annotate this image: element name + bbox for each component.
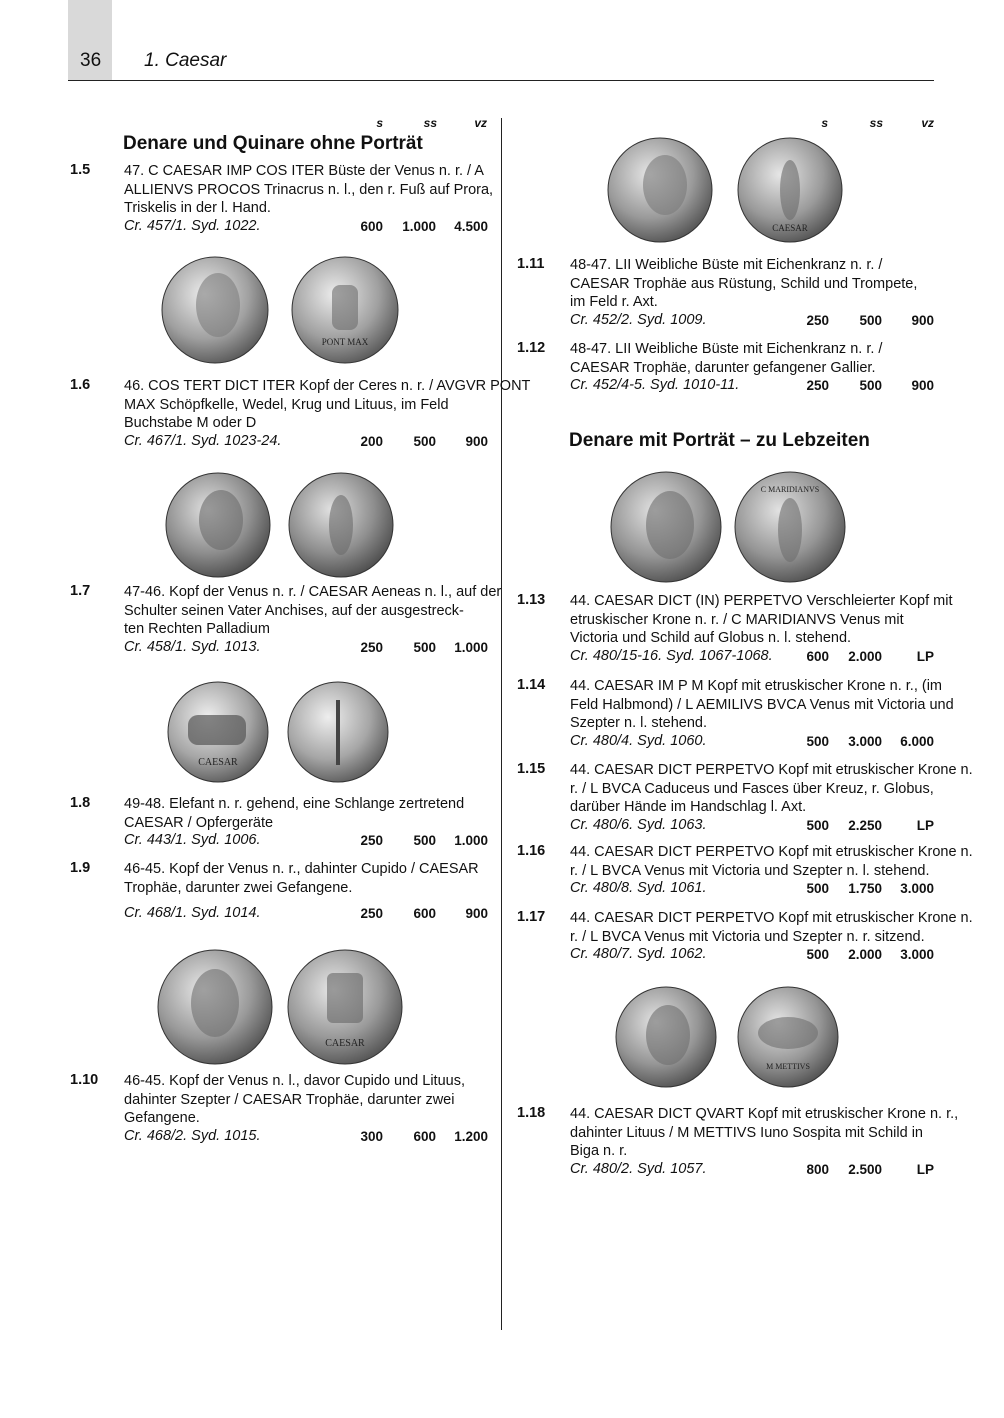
page-number: 36 bbox=[80, 50, 102, 71]
price-vz: 1.200 bbox=[454, 1128, 488, 1144]
price-vz: 1.000 bbox=[454, 639, 488, 655]
price-ss: 2.000 bbox=[848, 947, 882, 962]
price-s: 200 bbox=[360, 433, 383, 449]
description-line: CAESAR Trophäe aus Rüstung, Schild und Trompete, bbox=[570, 275, 918, 292]
entry-number: 1.8 bbox=[70, 795, 91, 811]
grade-label-ss: ss bbox=[869, 116, 883, 130]
description-line: CAESAR / Opfergeräte bbox=[124, 814, 274, 831]
description-line: etruskischer Krone n. r. / C MARIDIANVS Venus mit bbox=[570, 611, 904, 628]
entry-number: 1.13 bbox=[517, 592, 546, 608]
price-vz: 900 bbox=[465, 433, 488, 449]
section-title-left: Denare und Quinare ohne Porträt bbox=[123, 133, 423, 154]
price-ss: 1.750 bbox=[848, 881, 882, 896]
description-line: 44. CAESAR DICT QVART Kopf mit etruskischer Krone n. r., bbox=[570, 1106, 959, 1122]
grade-label-vz: vz bbox=[921, 116, 934, 130]
entry-reference: Cr. 468/2. Syd. 1015. bbox=[124, 1127, 261, 1144]
description-line: 44. CAESAR DICT PERPETVO Kopf mit etruskischer Krone n. bbox=[570, 910, 973, 926]
entry-number: 1.16 bbox=[517, 843, 546, 859]
price-vz: 1.000 bbox=[454, 833, 488, 848]
description-line: 44. CAESAR IM P M Kopf mit etruskischer Krone n. r., (im bbox=[570, 678, 943, 694]
description-line: Schulter seinen Vater Anchises, auf der ausgestreck- bbox=[124, 602, 464, 619]
column-divider bbox=[501, 118, 502, 1330]
section-title-right: Denare mit Porträt – zu Lebzeiten bbox=[569, 430, 870, 451]
grade-label-ss: ss bbox=[423, 116, 437, 130]
entry-reference: Cr. 480/15-16. Syd. 1067-1068. bbox=[570, 647, 773, 664]
entry-number: 1.10 bbox=[70, 1072, 99, 1088]
price-s: 250 bbox=[806, 312, 829, 328]
entry-reference: Cr. 457/1. Syd. 1022. bbox=[124, 217, 261, 234]
grade-label-s: s bbox=[821, 116, 828, 130]
description-line: Triskelis in der l. Hand. bbox=[124, 200, 271, 216]
entry-description bbox=[570, 761, 973, 817]
price-ss: 600 bbox=[413, 906, 436, 921]
header-rule bbox=[68, 80, 934, 81]
description-line: r. / L BVCA Caduceus und Fasces über Kreuz, r. Globus, bbox=[570, 780, 934, 797]
price-s: 250 bbox=[360, 833, 383, 848]
entry-description bbox=[570, 843, 973, 880]
price-vz: 4.500 bbox=[454, 218, 488, 234]
description-line: dahinter Lituus / M METTIVS Iuno Sospita mit Schild in bbox=[570, 1124, 923, 1141]
price-vz: 900 bbox=[911, 312, 934, 328]
description-line: Feld Halbmond) / L AEMILIVS BVCA Venus mit Victoria und bbox=[570, 696, 954, 713]
price-s: 500 bbox=[806, 947, 829, 962]
price-vz: LP bbox=[916, 1161, 934, 1177]
price-s: 500 bbox=[806, 733, 829, 749]
description-line: 46-45. Kopf der Venus n. r., dahinter Cupido / CAESAR bbox=[124, 861, 479, 877]
description-line: 46. COS TERT DICT ITER Kopf der Ceres n. r. / AVGVR PONT bbox=[124, 378, 531, 394]
coin-image-1-5 bbox=[160, 255, 415, 365]
description-line: Biga n. r. bbox=[570, 1143, 628, 1159]
coin-image-1-18 bbox=[612, 985, 844, 1090]
entry-number: 1.9 bbox=[70, 860, 91, 876]
description-line: 46-45. Kopf der Venus n. l., davor Cupido und Lituus, bbox=[124, 1073, 465, 1089]
entry-number: 1.5 bbox=[70, 162, 91, 178]
price-s: 800 bbox=[806, 1161, 829, 1177]
price-vz: LP bbox=[916, 648, 934, 664]
description-line: 48-47. LII Weibliche Büste mit Eichenkranz n. r. / bbox=[570, 257, 883, 273]
price-s: 250 bbox=[360, 906, 383, 921]
price-vz: 3.000 bbox=[900, 947, 934, 962]
coin-image-1-11 bbox=[605, 135, 865, 245]
entry-number: 1.17 bbox=[517, 909, 546, 925]
coin-legend: CAESAR bbox=[772, 223, 808, 233]
description-line: 48-47. LII Weibliche Büste mit Eichenkranz n. r. / bbox=[570, 341, 883, 357]
price-vz: 900 bbox=[465, 906, 488, 921]
price-s: 250 bbox=[360, 639, 383, 655]
coin-legend: PONT MAX bbox=[321, 337, 369, 347]
price-ss: 500 bbox=[859, 312, 882, 328]
entry-description bbox=[570, 256, 917, 312]
entry-reference: Cr. 480/6. Syd. 1063. bbox=[570, 816, 707, 833]
price-s: 300 bbox=[360, 1128, 383, 1144]
price-vz: LP bbox=[916, 817, 934, 833]
description-line: Buchstabe M oder D bbox=[124, 415, 257, 431]
description-line: r. / L BVCA Venus mit Victoria und Szepter n. r. sitzend. bbox=[570, 928, 925, 945]
price-ss: 2.250 bbox=[848, 817, 882, 833]
entry-reference: Cr. 480/2. Syd. 1057. bbox=[570, 1160, 707, 1177]
description-line: 44. CAESAR DICT PERPETVO Kopf mit etruskischer Krone n. bbox=[570, 762, 973, 778]
entry-reference: Cr. 452/2. Syd. 1009. bbox=[570, 311, 707, 328]
description-line: r. / L BVCA Venus mit Victoria und Szepter n. l. stehend. bbox=[570, 862, 930, 879]
description-line: ALLIENVS PROCOS Trinacrus n. l., den r. Fuß auf Prora, bbox=[124, 181, 494, 198]
entry-reference: Cr. 452/4-5. Syd. 1010-11. bbox=[570, 377, 740, 393]
price-ss: 500 bbox=[859, 378, 882, 393]
coin-image-1-13 bbox=[608, 470, 848, 585]
description-line: 47-46. Kopf der Venus n. r. / CAESAR Aeneas n. l., auf der bbox=[124, 584, 502, 600]
entry-description bbox=[124, 162, 493, 218]
coin-legend: M METTIVS bbox=[766, 1062, 810, 1071]
description-line: dahinter Szepter / CAESAR Trophäe, darunter zwei bbox=[124, 1091, 455, 1108]
entry-number: 1.18 bbox=[517, 1105, 546, 1121]
coin-image-1-9 bbox=[155, 948, 410, 1066]
entry-description bbox=[570, 1105, 958, 1161]
coin-legend: CAESAR bbox=[198, 757, 238, 768]
entry-reference: Cr. 480/4. Syd. 1060. bbox=[570, 732, 707, 749]
entry-reference: Cr. 458/1. Syd. 1013. bbox=[124, 638, 261, 655]
price-ss: 500 bbox=[413, 639, 436, 655]
entry-number: 1.12 bbox=[517, 340, 546, 356]
entry-reference: Cr. 480/8. Syd. 1061. bbox=[570, 880, 707, 896]
entry-reference: Cr. 480/7. Syd. 1062. bbox=[570, 946, 707, 962]
description-line: CAESAR Trophäe, darunter gefangener Gallier. bbox=[570, 359, 876, 376]
entry-number: 1.14 bbox=[517, 677, 546, 693]
price-ss: 500 bbox=[413, 433, 436, 449]
coin-legend: CAESAR bbox=[325, 1038, 365, 1049]
entry-reference: Cr. 467/1. Syd. 1023-24. bbox=[124, 432, 282, 449]
price-s: 500 bbox=[806, 881, 829, 896]
description-line: im Feld r. Axt. bbox=[570, 294, 658, 310]
price-ss: 3.000 bbox=[848, 733, 882, 749]
description-line: Gefangene. bbox=[124, 1110, 200, 1126]
price-s: 500 bbox=[806, 817, 829, 833]
entry-description bbox=[570, 340, 882, 377]
description-line: Victoria und Schild auf Globus n. l. stehend. bbox=[570, 630, 852, 646]
price-vz: 3.000 bbox=[900, 881, 934, 896]
coin-image-1-7 bbox=[163, 680, 393, 785]
grade-label-s: s bbox=[376, 116, 383, 130]
description-line: 47. C CAESAR IMP COS ITER Büste der Venus n. r. / A bbox=[124, 163, 484, 179]
price-vz: 6.000 bbox=[900, 733, 934, 749]
price-vz: 900 bbox=[911, 378, 934, 393]
entry-reference: Cr. 443/1. Syd. 1006. bbox=[124, 832, 261, 848]
description-line: MAX Schöpfkelle, Wedel, Krug und Lituus, im Feld bbox=[124, 396, 449, 413]
description-line: 44. CAESAR DICT (IN) PERPETVO Verschleierter Kopf mit bbox=[570, 593, 953, 609]
coin-legend: C MARIDIANVS bbox=[760, 485, 820, 494]
entry-description bbox=[124, 1072, 465, 1128]
price-ss: 600 bbox=[413, 1128, 436, 1144]
price-ss: 1.000 bbox=[402, 218, 436, 234]
entry-description bbox=[570, 909, 973, 946]
description-line: 44. CAESAR DICT PERPETVO Kopf mit etruskischer Krone n. bbox=[570, 844, 973, 860]
chapter-title: 1. Caesar bbox=[144, 50, 227, 71]
entry-number: 1.7 bbox=[70, 583, 91, 599]
entry-reference: Cr. 468/1. Syd. 1014. bbox=[124, 905, 261, 921]
entry-description bbox=[124, 583, 501, 639]
description-line: Trophäe, darunter zwei Gefangene. bbox=[124, 879, 353, 896]
price-s: 600 bbox=[360, 218, 383, 234]
entry-description bbox=[124, 860, 479, 897]
grade-label-vz: vz bbox=[474, 116, 487, 130]
entry-number: 1.15 bbox=[517, 761, 546, 777]
price-s: 600 bbox=[806, 648, 829, 664]
price-ss: 2.000 bbox=[848, 648, 882, 664]
entry-description bbox=[570, 592, 952, 648]
entry-number: 1.11 bbox=[517, 256, 545, 272]
price-ss: 500 bbox=[413, 833, 436, 848]
description-line: darüber Hände im Handschlag l. Axt. bbox=[570, 799, 807, 815]
coin-image-1-6 bbox=[163, 470, 398, 580]
entry-description bbox=[570, 677, 954, 733]
description-line: 49-48. Elefant n. r. gehend, eine Schlange zertretend bbox=[124, 796, 465, 812]
description-line: ten Rechten Palladium bbox=[124, 621, 270, 637]
entry-number: 1.6 bbox=[70, 377, 91, 393]
entry-description bbox=[124, 377, 530, 433]
entry-description bbox=[124, 795, 464, 832]
price-ss: 2.500 bbox=[848, 1161, 882, 1177]
price-s: 250 bbox=[806, 378, 829, 393]
description-line: Szepter n. l. stehend. bbox=[570, 715, 708, 731]
